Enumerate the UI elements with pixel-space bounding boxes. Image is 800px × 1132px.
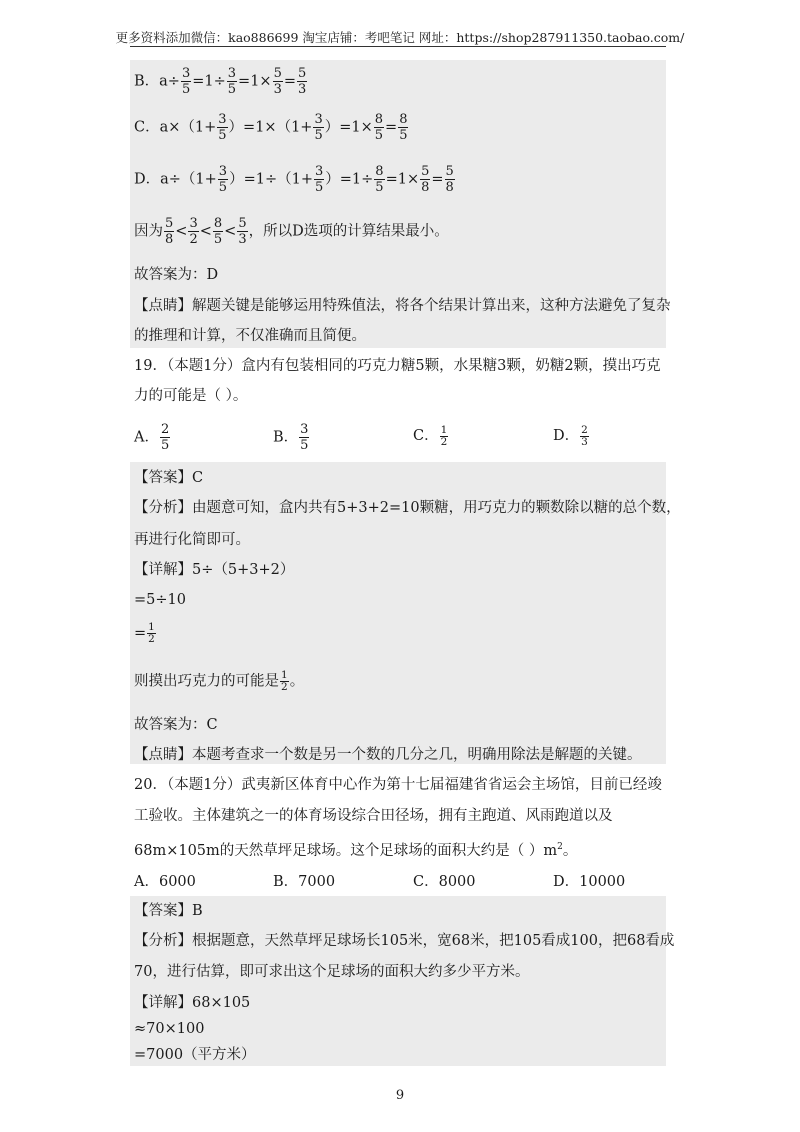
q19-stem-line1: 19．（本题1分）盒内有包装相同的巧克力糖5颗，水果糖3颗，奶糖2颗，摸出巧克 (134, 358, 661, 374)
q19-detail-line2: =5÷10 (134, 592, 186, 608)
q18-comparison: 因为 $\frac{5}{8}$ < $\frac{3}{2}$ < $\frac{8}{5}$ < $\frac{5}{3}$ ，所以D选项的计算结果最小。 (134, 216, 449, 247)
q19-analysis-line1: 【分析】由题意可知，盒内共有5+3+2=10颗糖，用巧克力的颗数除以糖的总个数， (134, 500, 681, 516)
q19-conclusion: 则摸出巧克力的可能是 $\frac{1}{2}$ 。 (134, 669, 305, 693)
q19-detail-line3: = $\frac{1}{2}$ (134, 621, 155, 645)
answer-shade-q20 (130, 896, 666, 1066)
q20-analysis-line1: 【分析】根据题意，天然草坪足球场长105米，宽68米，把105看成100，把68看成 (134, 933, 675, 949)
q19-option-d: D． $\frac{2}{3}$ (553, 423, 588, 448)
q19-stem-line2: 力的可能是（ ）。 (134, 388, 248, 404)
page-number: 9 (395, 1088, 405, 1103)
q20-detail-line2: ≈70×100 (134, 1021, 205, 1037)
q20-analysis-line2: 70，进行估算，即可求出这个足球场的面积大约多少平方米。 (134, 964, 530, 980)
q18-option-c: C．a×（1+ $\frac{3}{5}$ ）=1×（1+ $\frac{3}{5}$ ）=1× $\frac{8}{5}$ = $\frac{8}{5}$ (134, 112, 408, 143)
q18-option-b: B．a÷ $\frac{3}{5}$ =1÷ $\frac{3}{5}$ =1× $\frac{5}{3}$ = $\frac{5}{3}$ (134, 66, 307, 97)
q20-stem-line2: 工验收。主体建筑之一的体育场设综合田径场，拥有主跑道、风雨跑道以及 (134, 808, 613, 824)
q19-analysis-line2: 再进行化简即可。 (134, 532, 250, 548)
q18-option-d: D．a÷（1+ $\frac{3}{5}$ ）=1÷（1+ $\frac{3}{5}$ ）=1÷ $\frac{8}{5}$ =1× $\frac{5}{8}$ = $\frac{5}{8}$ (134, 164, 454, 195)
q19-final-answer: 故答案为：C (134, 717, 218, 733)
q20-option-d: D．10000 (553, 874, 626, 890)
q20-stem-line3: 68m×105m的天然草坪足球场。这个足球场的面积大约是（ ）$m^2$。 (134, 842, 578, 859)
q19-detail-line1: 【详解】5÷（5+3+2） (134, 562, 295, 578)
q20-answer: 【答案】B (134, 903, 203, 919)
q20-detail-line1: 【详解】68×105 (134, 995, 251, 1011)
q19-option-c: C． $\frac{1}{2}$ (413, 423, 448, 448)
q19-comment: 【点睛】本题考查求一个数是另一个数的几分之几，明确用除法是解题的关键。 (134, 747, 642, 763)
q18-comment-line2: 的推理和计算，不仅准确而且简便。 (134, 328, 366, 344)
q20-detail-line3: =7000（平方米） (134, 1047, 256, 1063)
q19-option-b: B． $\frac{3}{5}$ (273, 422, 309, 453)
q20-stem-line1: 20．（本题1分）武夷新区体育中心作为第十七届福建省省运会主场馆，目前已经竣 (134, 777, 662, 793)
q18-comment-line1: 【点睛】解题关键是能够运用特殊值法，将各个结果计算出来，这种方法避免了复杂 (134, 298, 671, 314)
page-header: 更多资料添加微信：kao886699 淘宝店铺：考吧笔记 网址：https://shop287911350.taobao.com/ (115, 30, 685, 45)
header-rule (130, 46, 666, 47)
q18-answer: 故答案为：D (134, 267, 219, 283)
q19-option-a: A． $\frac{2}{5}$ (134, 422, 170, 453)
q19-answer: 【答案】C (134, 470, 204, 486)
q20-option-b: B．7000 (273, 874, 336, 890)
q20-option-c: C．8000 (413, 874, 476, 890)
q20-option-a: A．6000 (134, 874, 196, 890)
